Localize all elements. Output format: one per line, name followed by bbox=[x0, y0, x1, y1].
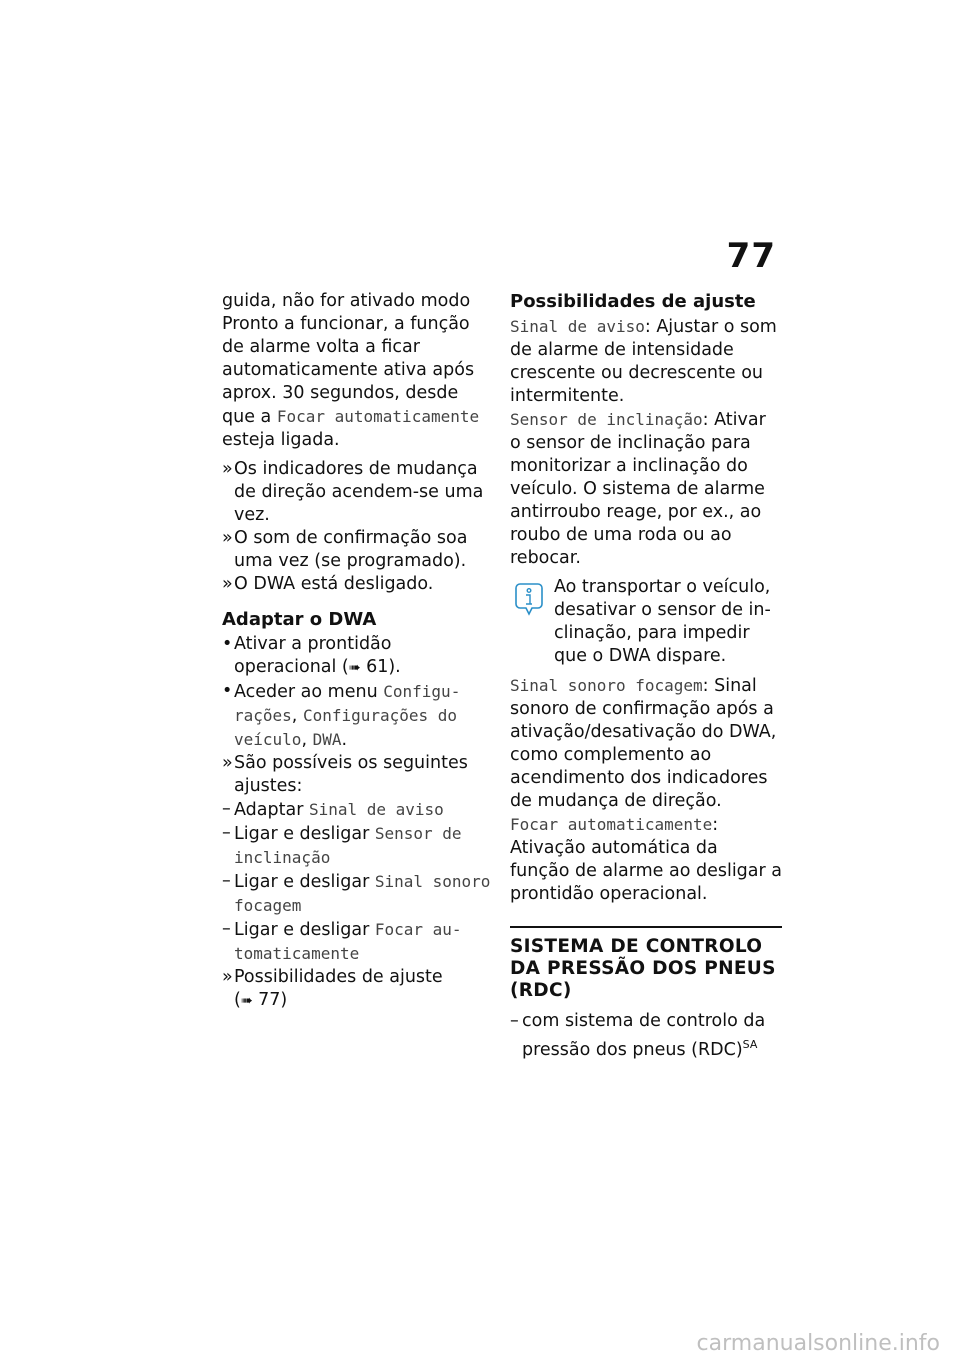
section-title: SISTEMA DE CONTROLO DA PRESSÃO DOS PNEUS (RDC) bbox=[510, 936, 776, 1001]
option-code: Sinal de aviso bbox=[510, 317, 645, 336]
result-item bbox=[222, 458, 494, 527]
heading-adaptar-dwa: Adaptar o DWA bbox=[222, 609, 377, 630]
left-column bbox=[222, 290, 494, 1013]
right-column bbox=[510, 290, 782, 1062]
dash-label: Adaptar bbox=[234, 800, 309, 820]
dash-item bbox=[222, 798, 494, 822]
dash-label: Ligar e desligar bbox=[234, 824, 375, 844]
page-number: 77 bbox=[726, 236, 776, 276]
option-paragraph bbox=[510, 408, 782, 570]
result-text: Possibilidades de ajuste bbox=[234, 967, 443, 987]
bullet-text: Ativar a prontidão operacional ( bbox=[234, 634, 392, 677]
bullet-text: Aceder ao menu bbox=[234, 682, 384, 702]
dash-item bbox=[222, 918, 494, 966]
separator: , bbox=[301, 730, 313, 750]
bullet-text-end: . bbox=[341, 730, 348, 750]
dash-code: Focar automaticamente bbox=[234, 920, 462, 963]
dash-code: Sinal sonoro focagem bbox=[234, 872, 491, 915]
dash-item bbox=[222, 822, 494, 870]
dash-marker-icon: – bbox=[222, 823, 231, 843]
result-text: O som de confirmação soa uma vez (se programado). bbox=[234, 528, 468, 571]
result-item bbox=[222, 752, 494, 798]
result-item bbox=[222, 527, 494, 573]
dash-marker-icon: – bbox=[510, 1011, 519, 1031]
intro-paragraph bbox=[222, 290, 494, 452]
option-paragraph bbox=[510, 674, 782, 813]
dash-marker-icon: – bbox=[222, 919, 231, 939]
intro-text-end: esteja ligada. bbox=[222, 430, 340, 450]
equipment-text: com sistema de controlo da pressão dos pneus (RDC) bbox=[522, 1011, 766, 1060]
result-marker-icon: » bbox=[222, 967, 233, 987]
option-paragraph bbox=[510, 813, 782, 906]
option-text: : Ajustar o som de alarme de intensidade crescente ou decrescente ou intermitente. bbox=[510, 317, 777, 406]
intro-text: guida, não for ativado modo Pronto a funcionar, a função de alarme volta a ficar automaticamente ativa após aprox. 30 segundos, desde que a bbox=[222, 291, 475, 427]
option-code: Focar automaticamente bbox=[510, 815, 713, 834]
result-text: São possíveis os seguintes ajustes: bbox=[234, 753, 468, 796]
result-text: O DWA está desligado. bbox=[234, 574, 434, 594]
dash-label: Ligar e desligar bbox=[234, 920, 375, 940]
equipment-sup: SA bbox=[742, 1038, 758, 1051]
heading-possibilidades: Possibilidades de ajuste bbox=[510, 291, 756, 312]
option-code: Sensor de inclinação bbox=[510, 410, 703, 429]
paren-close: ) bbox=[280, 990, 288, 1010]
arrow-right-icon: ➠ bbox=[348, 660, 361, 676]
paren-open: ( bbox=[234, 990, 241, 1010]
option-text: : Ativar o sensor de inclinação para monitorizar a inclinação do veículo. O sistema de alarme antirroubo reage, por ex., ao roubo de uma roda ou ao rebocar. bbox=[510, 410, 766, 568]
info-note bbox=[510, 576, 782, 668]
equipment-option bbox=[510, 1010, 782, 1062]
result-item bbox=[222, 573, 494, 596]
option-code: Sinal sonoro focagem bbox=[510, 676, 703, 695]
section-divider bbox=[510, 926, 782, 928]
bullet-item bbox=[222, 680, 494, 752]
bullet-item bbox=[222, 633, 494, 680]
option-text: : Ativação automática da função de alarme ao desligar a prontidão operacional. bbox=[510, 815, 782, 904]
menu-code: Configurações do veículo bbox=[234, 706, 458, 749]
arrow-right-icon: ➠ bbox=[240, 993, 253, 1009]
result-text: Os indicadores de mudança de direção acendem-se uma vez. bbox=[234, 459, 484, 525]
info-text: Ao transportar o veículo, desativar o sensor de inclinação, para impedir que o DWA dispare. bbox=[554, 577, 771, 666]
dash-code: Sensor de inclinação bbox=[234, 824, 462, 867]
menu-code: DWA bbox=[312, 730, 342, 749]
menu-code: Configurações bbox=[234, 682, 461, 725]
info-icon bbox=[510, 580, 548, 618]
page-ref[interactable]: 77 bbox=[258, 990, 281, 1010]
result-marker-icon: » bbox=[222, 753, 233, 773]
result-marker-icon: » bbox=[222, 528, 233, 548]
bullet-marker-icon: • bbox=[222, 634, 233, 654]
option-text: : Sinal sonoro de confirmação após a ativação/desativação do DWA, como complemento ao acendimento dos indicadores de mudança de direção. bbox=[510, 676, 777, 811]
result-item bbox=[222, 966, 494, 1013]
intro-code: Focar automaticamente bbox=[276, 407, 480, 426]
option-paragraph bbox=[510, 315, 782, 408]
dash-marker-icon: – bbox=[222, 799, 231, 819]
dash-marker-icon: – bbox=[222, 871, 231, 891]
bullet-marker-icon: • bbox=[222, 681, 233, 701]
separator: , bbox=[291, 706, 303, 726]
dash-code: Sinal de aviso bbox=[308, 800, 444, 819]
dash-item bbox=[222, 870, 494, 918]
page-ref[interactable]: 61 bbox=[366, 657, 389, 677]
dash-label: Ligar e desligar bbox=[234, 872, 375, 892]
result-marker-icon: » bbox=[222, 459, 233, 479]
result-marker-icon: » bbox=[222, 574, 233, 594]
watermark: carmanualsonline.info bbox=[696, 1331, 940, 1356]
bullet-text-end: ). bbox=[388, 657, 401, 677]
